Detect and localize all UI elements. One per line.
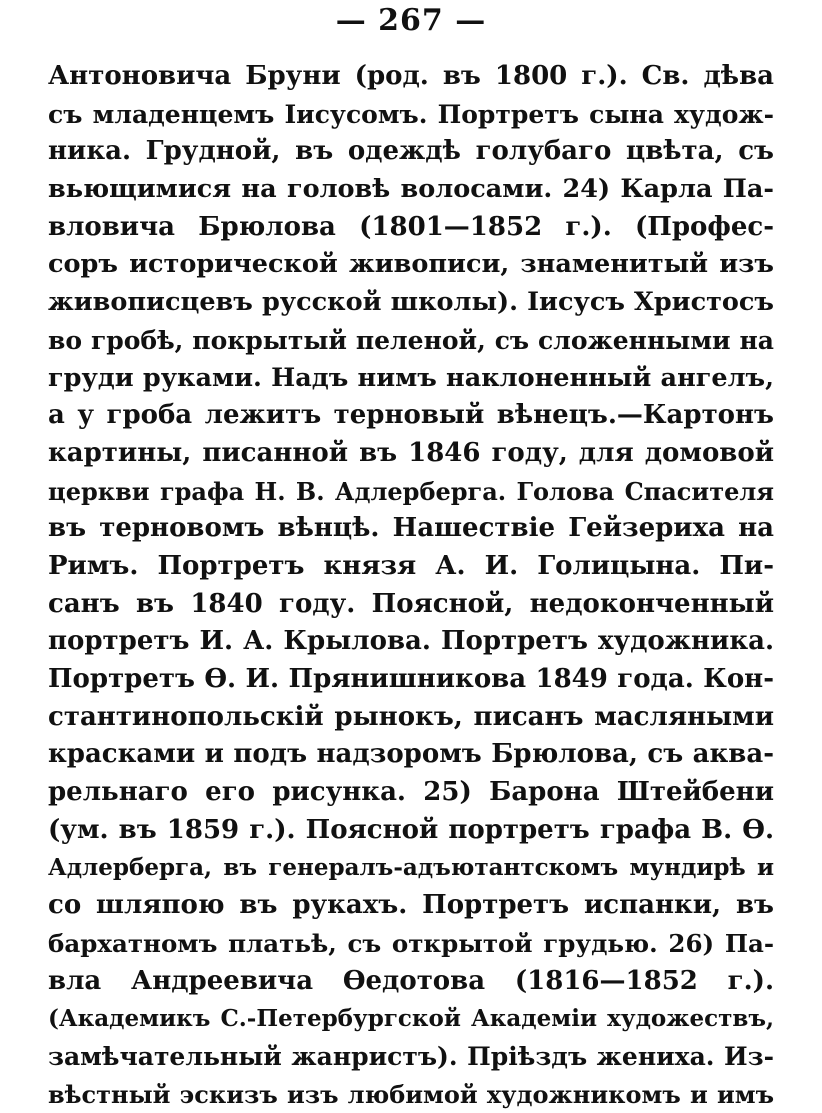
text-line: Антоновича Бруни (род. въ 1800 г.). Св. дѣва — [48, 61, 774, 91]
text-line: картины, писанной въ 1846 году, для домовой — [48, 437, 774, 468]
text-line: церкви графа Н. В. Адлерберга. Голова Спасителя — [48, 476, 774, 506]
text-line: живописцевъ русской школы). Іисусъ Христосъ — [48, 287, 774, 318]
text-line: вѣстный эскизъ изъ любимой художникомъ и имъ — [48, 1079, 774, 1109]
text-line: а у гроба лежитъ терновый вѣнецъ.—Картонъ — [48, 400, 774, 431]
text-line: соръ исторической живописи, знаменитый изъ — [48, 249, 774, 280]
text-line: Римъ. Портретъ князя А. И. Голицына. Пи- — [48, 550, 774, 581]
page-number: — 267 — — [335, 3, 487, 38]
text-line: портретъ И. А. Крылова. Портретъ художника. — [48, 626, 774, 657]
text-line: (ум. въ 1859 г.). Поясной портретъ графа В. Ө. — [48, 814, 774, 845]
text-line: въ терновомъ вѣнцѣ. Нашествіе Гейзериха на — [48, 513, 774, 544]
text-line: замѣчательный жанристъ). Пріѣздъ жениха. Из- — [48, 1041, 774, 1071]
text-line: со шляпою въ рукахъ. Портретъ испанки, въ — [48, 890, 774, 921]
text-line: стантинопольскій рынокъ, писанъ масляными — [48, 701, 774, 732]
text-line: санъ въ 1840 году. Поясной, недоконченный — [48, 588, 774, 619]
text-line: во гробѣ, покрытый пеленой, съ сложенными на — [48, 325, 774, 355]
text-line: рельнаго его рисунка. 25) Барона Штейбени — [48, 777, 774, 808]
text-line: съ младенцемъ Іисусомъ. Портретъ сына худож- — [48, 99, 774, 129]
text-line: вла Андреевича Өедотова (1816—1852 г.). — [48, 965, 774, 996]
text-line: вьющимися на головѣ волосами. 24) Карла Па- — [48, 174, 774, 205]
text-line: груди руками. Надъ нимъ наклоненный ангелъ, — [48, 362, 774, 393]
text-line: (Академикъ С.-Петербургской Академіи художествъ, — [48, 1005, 774, 1033]
text-line: красками и подъ надзоромъ Брюлова, съ аква- — [48, 739, 774, 770]
text-line: бархатномъ платьѣ, съ открытой грудью. 26) Па- — [48, 928, 774, 958]
body-text — [48, 58, 774, 1113]
text-line: ника. Грудной, въ одеждѣ голубаго цвѣта, съ — [48, 136, 774, 167]
text-line: вловича Брюлова (1801—1852 г.). (Профес- — [48, 211, 774, 242]
text-line: Адлерберга, въ генералъ-адъютантскомъ мундирѣ и — [48, 854, 774, 882]
text-line: Портретъ Ө. И. Прянишникова 1849 года. Кон- — [48, 664, 774, 694]
